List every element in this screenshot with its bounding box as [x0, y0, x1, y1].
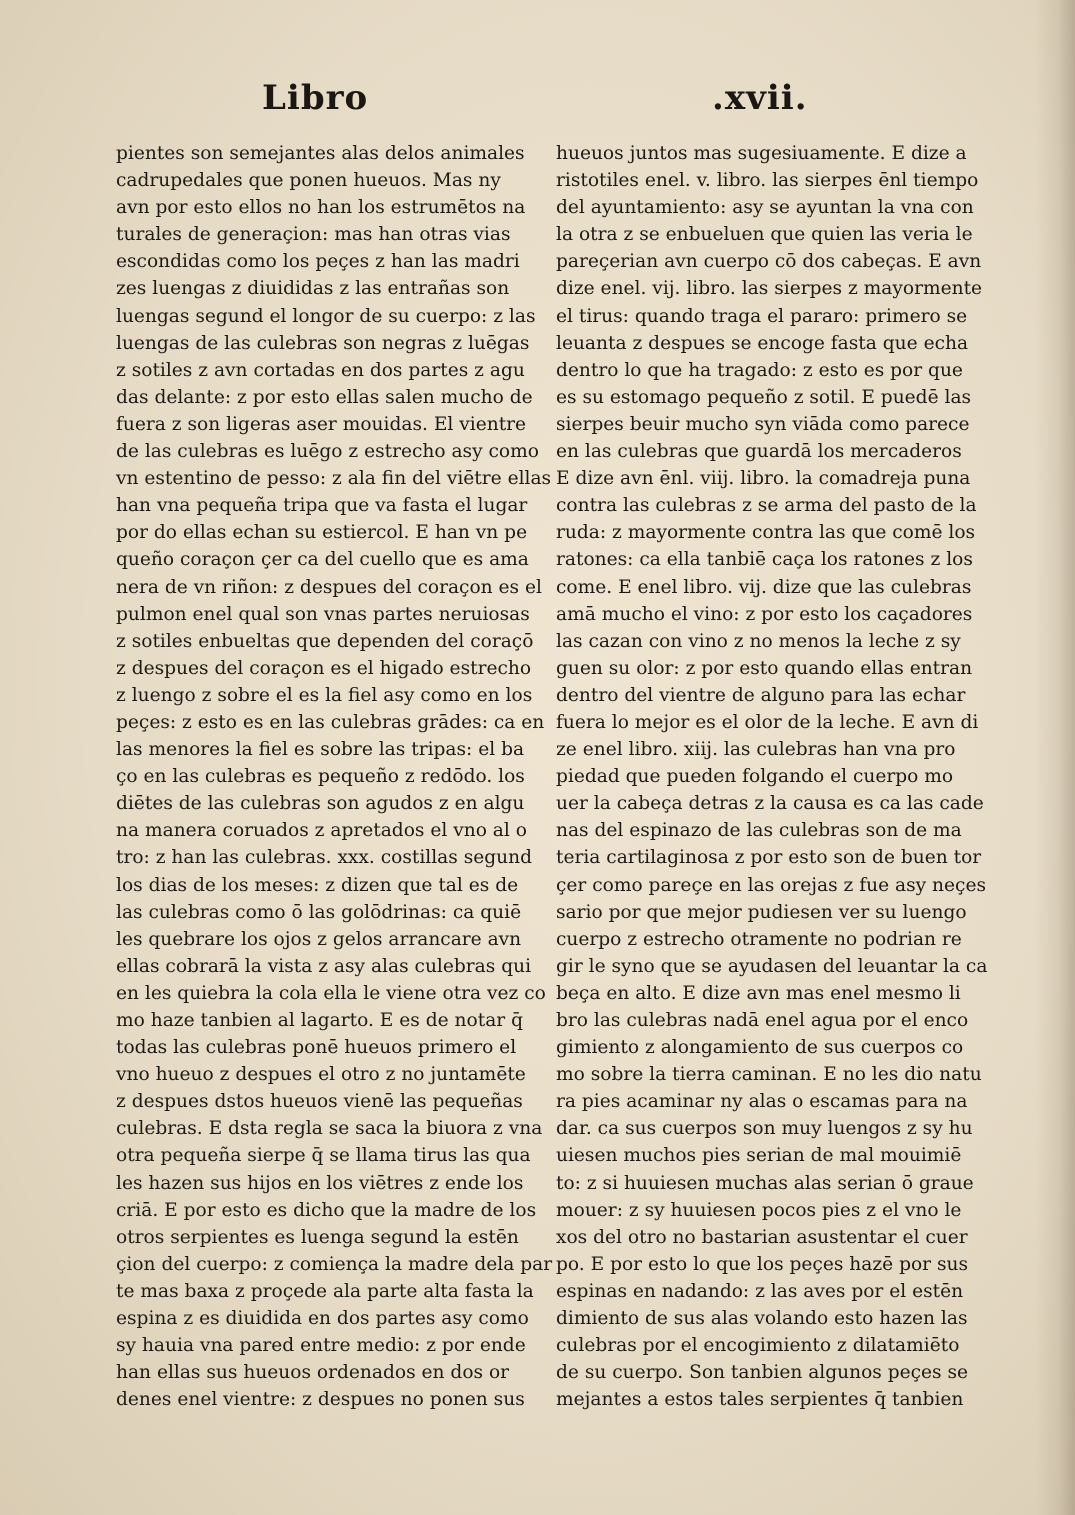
text-line: ruda: z mayormente contra las que comē los	[556, 522, 976, 544]
text-line: por do ellas echan su estiercol. E han vn pe	[116, 522, 528, 544]
text-column-right	[556, 140, 987, 1413]
running-head-left: Libro	[262, 78, 369, 118]
text-line: fuera z son ligeras aser mouidas. El vientre	[116, 413, 527, 435]
text-line: ço en las culebras es pequeño z redōdo. los	[116, 766, 525, 788]
text-line: z despues del coraçon es el higado estrecho	[116, 657, 532, 679]
text-line: dentro lo que ha tragado: z esto es por que	[556, 359, 963, 381]
text-line: çion del cuerpo: z comiença la madre dela par	[116, 1253, 553, 1275]
text-line: todas las culebras ponē hueuos primero el	[116, 1037, 517, 1059]
text-line: mo sobre la tierra caminan. E no les dio natu	[556, 1064, 982, 1086]
text-line: dar. ca sus cuerpos son muy luengos z sy hu	[556, 1118, 973, 1140]
text-line: ratones: ca ella tanbiē caça los ratones z los	[556, 549, 973, 571]
text-line: uiesen muchos pies serian de mal mouimiē	[556, 1145, 962, 1167]
text-line: das delante: z por esto ellas salen mucho de	[116, 386, 533, 408]
text-line: zes luengas z diuididas z las entrañas son	[116, 278, 510, 300]
text-line: ra pies acaminar ny alas o escamas para na	[556, 1091, 968, 1113]
page-gutter-shadow	[1035, 0, 1075, 1515]
text-line: te mas baxa z proçede ala parte alta fasta la	[116, 1280, 534, 1302]
text-line: otra pequeña sierpe q̄ se llama tirus las qua	[116, 1145, 531, 1167]
text-line: las culebras como ō las golōdrinas: ca quiē	[116, 901, 522, 923]
text-line: dentro del vientre de alguno para las echar	[556, 684, 966, 706]
text-line: tro: z han las culebras. xxx. costillas segund	[116, 847, 533, 869]
text-column-left	[116, 140, 552, 1413]
text-line: bro las culebras nadā enel agua por el enco	[556, 1010, 969, 1031]
text-line: peçes: z esto es en las culebras grādes: ca en	[116, 711, 545, 733]
text-line: del ayuntamiento: asy se ayuntan la vna con	[556, 197, 974, 219]
text-line: sierpes beuir mucho syn viāda como parece	[556, 413, 970, 435]
text-line: vn estentino de pesso: z ala fin del viētre ellas	[116, 468, 552, 490]
text-line: pareçerian avn cuerpo cō dos cabeças. E avn	[556, 251, 982, 273]
text-line: vno hueuo z despues el otro z no juntamēte	[116, 1064, 526, 1086]
text-line: ristotiles enel. v. libro. las sierpes ēnl tiempo	[556, 170, 979, 192]
text-line: nas del espinazo de las culebras son de ma	[556, 820, 962, 842]
text-line: z despues dstos hueuos vienē las pequeñas	[116, 1091, 523, 1113]
text-line: na manera coruados z apretados el vno al o	[116, 820, 527, 842]
text-line: hueuos juntos mas sugesiuamente. E dize a	[556, 143, 967, 164]
text-line: dize enel. vij. libro. las sierpes z mayormente	[556, 278, 983, 300]
text-line: dimiento de sus alas volando esto hazen las	[556, 1308, 968, 1330]
text-line: piedad que pueden folgando el cuerpo mo	[556, 766, 954, 788]
running-head-right: .xvii.	[712, 78, 808, 118]
text-line: mejantes a estos tales serpientes q̄ tanbien	[556, 1389, 964, 1411]
text-line: escondidas como los peçes z han las madri	[116, 251, 520, 273]
text-line: mo haze tanbien al lagarto. E es de notar q̄	[116, 1010, 523, 1031]
text-line: de las culebras es luēgo z estrecho asy como	[116, 441, 539, 463]
text-line: les quebrare los ojos z gelos arrancare avn	[116, 928, 522, 950]
text-line: sario por que mejor pudiesen ver su luengo	[556, 901, 967, 923]
text-line: las menores la fiel es sobre las tripas: el ba	[116, 739, 525, 761]
text-line: diētes de las culebras son agudos z en algu	[116, 793, 525, 815]
text-line: pulmon enel qual son vnas partes neruiosas	[116, 603, 530, 625]
text-line: nera de vn riñon: z despues del coraçon es el	[116, 576, 542, 598]
text-line: espinas en nadando: z las aves por el estēn	[556, 1280, 964, 1302]
text-line: leuanta z despues se encoge fasta que echa	[556, 332, 969, 354]
text-line: las cazan con vino z no menos la leche z sy	[556, 630, 961, 652]
text-line: pientes son semejantes alas delos animales	[116, 143, 525, 164]
text-line: queño coraçon çer ca del cuello que es ama	[116, 549, 529, 571]
text-line: ellas cobrarā la vista z asy alas culebras qui	[116, 955, 532, 977]
text-line: han vna pequeña tripa que va fasta el lugar	[116, 495, 528, 517]
text-line: culebras. E dsta regla se saca la biuora z vna	[116, 1118, 543, 1140]
text-line: guen su olor: z por esto quando ellas entran	[556, 657, 973, 679]
text-line: gir le syno que se ayudasen del leuantar la ca	[556, 955, 988, 977]
text-line: turales de generaçion: mas han otras vias	[116, 224, 511, 246]
text-line: ze enel libro. xiij. las culebras han vna pro	[556, 739, 956, 761]
text-line: mouer: z sy huuiesen pocos pies z el vno le	[556, 1199, 962, 1221]
text-line: la otra z se enbueluen que quien las veria le	[556, 224, 973, 246]
text-line: contra las culebras z se arma del pasto de la	[556, 495, 977, 517]
text-line: cadrupedales que ponen hueuos. Mas ny	[116, 170, 501, 192]
text-line: luengas segund el longor de su cuerpo: z las	[116, 305, 536, 327]
text-line: culebras por el encogimiento z dilatamiēto	[556, 1335, 960, 1357]
text-line: E dize avn ēnl. viij. libro. la comadreja puna	[556, 468, 971, 490]
text-line: fuera lo mejor es el olor de la leche. E avn di	[556, 711, 979, 733]
text-line: to: z si huuiesen muchas alas serian ō graue	[556, 1172, 974, 1194]
text-line: po. E por esto lo que los peçes hazē por sus	[556, 1253, 969, 1275]
text-line: amā mucho el vino: z por esto los caçadores	[556, 603, 973, 625]
text-line: denes enel vientre: z despues no ponen sus	[116, 1389, 525, 1411]
text-line: en las culebras que guardā los mercaderos	[556, 441, 962, 463]
text-line: z sotiles enbueltas que dependen del coraçō	[116, 630, 534, 652]
text-line: uer la cabeça detras z la causa es ca las cade	[556, 793, 984, 815]
text-line: de su cuerpo. Son tanbien algunos peçes se	[556, 1362, 969, 1384]
text-line: el tirus: quando traga el pararo: primero se	[556, 305, 968, 327]
text-line: en les quiebra la cola ella le viene otra vez co	[116, 982, 546, 1004]
text-line: espina z es diuidida en dos partes asy como	[116, 1308, 529, 1330]
text-line: z luengo z sobre el es la fiel asy como en los	[116, 684, 533, 706]
text-line: han ellas sus hueuos ordenados en dos or	[116, 1362, 510, 1384]
text-line: come. E enel libro. vij. dize que las culebras	[556, 576, 972, 598]
text-line: cuerpo z estrecho otramente no podrian re	[556, 928, 962, 950]
text-line: les hazen sus hijos en los viētres z ende los	[116, 1172, 524, 1194]
text-line: otros serpientes es luenga segund la estēn	[116, 1226, 519, 1248]
text-line: es su estomago pequeño z sotil. E puedē las	[556, 386, 972, 408]
text-line: criā. E por esto es dicho que la madre de los	[116, 1199, 537, 1221]
text-line: avn por esto ellos no han los estrumētos na	[116, 197, 526, 219]
text-line: z sotiles z avn cortadas en dos partes z agu	[116, 359, 525, 381]
text-line: çer como pareçe en las orejas z fue asy neçes	[556, 874, 986, 896]
text-line: luengas de las culebras son negras z luēgas	[116, 332, 530, 354]
text-line: teria cartilaginosa z por esto son de buen tor	[556, 847, 982, 869]
text-line: xos del otro no bastarian asustentar el cuer	[556, 1226, 968, 1248]
text-line: gimiento z alongamiento de sus cuerpos co	[556, 1037, 964, 1059]
text-line: sy hauia vna pared entre medio: z por ende	[116, 1335, 526, 1357]
text-line: los dias de los meses: z dizen que tal es de	[116, 874, 519, 896]
text-line: beça en alto. E dize avn mas enel mesmo li	[556, 982, 961, 1004]
